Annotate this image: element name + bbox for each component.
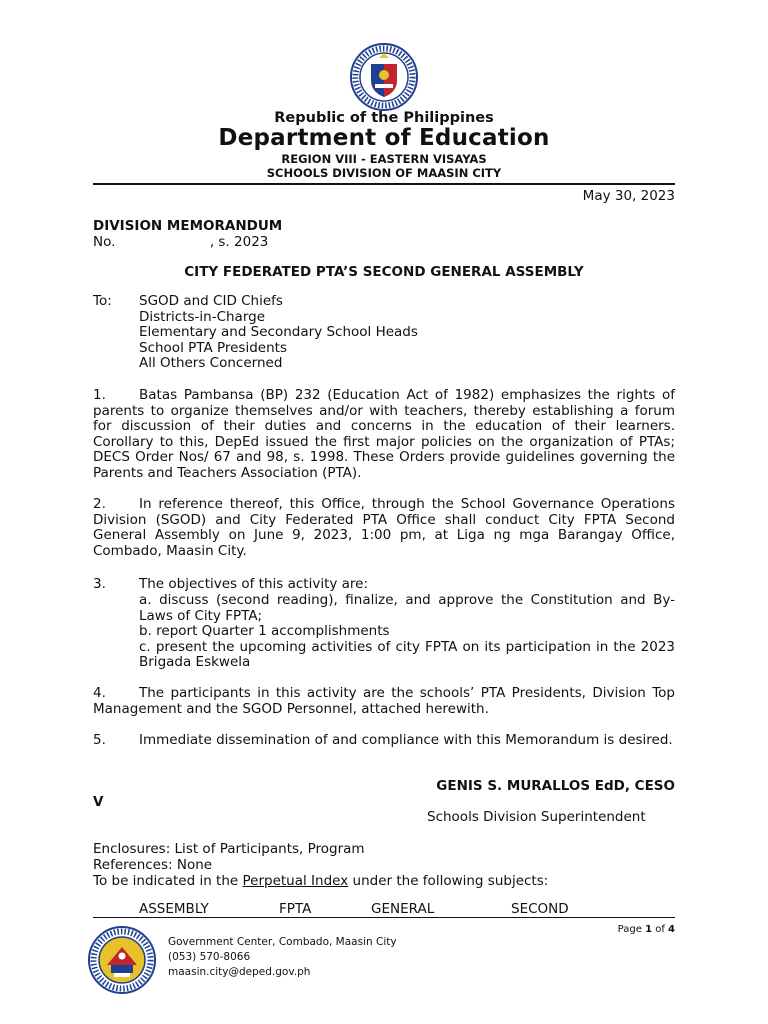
index-subject: ASSEMBLY xyxy=(139,901,209,917)
page-prefix: Page xyxy=(617,924,646,935)
paragraph-text: Batas Pambansa (BP) 232 (Education Act of 1982) emphasizes the rights of parents to organize themselves and/or with teachers, thereby establishing a forum for discussion of their duties and concerns in the education of their learners. Corollary to this, DepEd issued the first major policies on the organization of PTAs; DECS Order Nos/ 67 and 98, s. 1998. These Orders provide guidelines governing the Parents and Teachers Association (PTA). xyxy=(93,387,675,481)
references-line: References: None xyxy=(93,857,213,873)
signatory-name-suffix: V xyxy=(93,794,104,810)
paragraph-text: The objectives of this activity are: xyxy=(139,576,369,592)
division-seal-icon xyxy=(87,925,157,995)
index-suffix: under the following subjects: xyxy=(348,873,549,889)
objective-item: c. present the upcoming activities of city FPTA on its participation in the 2023 Brigada Eskwela xyxy=(139,638,675,671)
to-label: To: xyxy=(93,293,112,309)
page-current: 1 xyxy=(645,924,653,935)
index-subject: FPTA xyxy=(279,901,312,917)
recipient-item: All Others Concerned xyxy=(139,355,283,372)
memo-subject: CITY FEDERATED PTA’S SECOND GENERAL ASSEMBLY xyxy=(184,264,584,280)
paragraph-3 xyxy=(93,577,675,593)
page-number xyxy=(618,924,675,935)
footer-phone: (053) 570-8066 xyxy=(168,951,251,963)
index-subject: SECOND xyxy=(511,901,569,917)
signatory-name: GENIS S. MURALLOS EdD, CESO xyxy=(436,778,675,794)
page-total: 4 xyxy=(668,924,675,935)
paragraph-text: In reference thereof, this Office, through the School Governance Operations Division (SGOD) and City Federated PTA Office shall conduct City FPTA Second General Assembly on June 9, 2023, 1:00 pm, at Liga ng mga Barangay Office, Combado, Maasin City. xyxy=(93,496,675,559)
paragraph-number: 2. xyxy=(93,496,106,512)
index-subject: GENERAL xyxy=(371,901,435,917)
paragraph-text: Immediate dissemination of and compliance with this Memorandum is desired. xyxy=(139,732,673,748)
index-prefix: To be indicated in the xyxy=(93,873,243,889)
paragraph-number: 4. xyxy=(93,685,106,701)
paragraph-number: 3. xyxy=(93,576,106,592)
objective-item: a. discuss (second reading), finalize, and approve the Constitution and By-Laws of City FPTA; xyxy=(139,592,675,624)
recipient-list xyxy=(139,294,418,372)
recipient-item: Districts-in-Charge xyxy=(139,308,266,325)
recipient-item: SGOD and CID Chiefs xyxy=(139,293,283,309)
perpetual-index-line xyxy=(93,874,548,890)
paragraph-text: The participants in this activity are the schools’ PTA Presidents, Division Top Management and the SGOD Personnel, attached herewith. xyxy=(93,685,675,717)
paragraph-2 xyxy=(93,497,675,559)
republic-heading: Republic of the Philippines xyxy=(274,110,494,126)
footer-divider xyxy=(93,917,675,918)
paragraph-1 xyxy=(93,388,675,482)
deped-seal-icon xyxy=(349,42,419,112)
objectives-list xyxy=(139,593,675,671)
page-mid: of xyxy=(652,924,669,935)
paragraph-4 xyxy=(93,686,675,717)
footer-email: maasin.city@deped.gov.ph xyxy=(168,966,311,978)
paragraph-5 xyxy=(93,733,675,749)
header-divider xyxy=(93,183,675,185)
recipient-item: School PTA Presidents xyxy=(139,339,287,356)
memo-type: DIVISION MEMORANDUM xyxy=(93,218,283,234)
perpetual-index-label: Perpetual Index xyxy=(242,873,349,889)
signatory-title: Schools Division Superintendent xyxy=(427,809,646,825)
region-heading: REGION VIII - EASTERN VISAYAS xyxy=(281,152,487,166)
enclosures-line: Enclosures: List of Participants, Program xyxy=(93,841,365,857)
memo-number: No. , s. 2023 xyxy=(93,234,269,250)
division-heading: SCHOOLS DIVISION OF MAASIN CITY xyxy=(266,166,502,180)
department-heading: Department of Education xyxy=(218,125,550,151)
paragraph-number: 1. xyxy=(93,387,106,403)
memo-date: May 30, 2023 xyxy=(582,188,675,204)
objective-item: b. report Quarter 1 accomplishments xyxy=(139,623,390,640)
paragraph-number: 5. xyxy=(93,732,106,748)
recipient-item: Elementary and Secondary School Heads xyxy=(139,324,418,341)
footer-address: Government Center, Combado, Maasin City xyxy=(168,936,397,948)
